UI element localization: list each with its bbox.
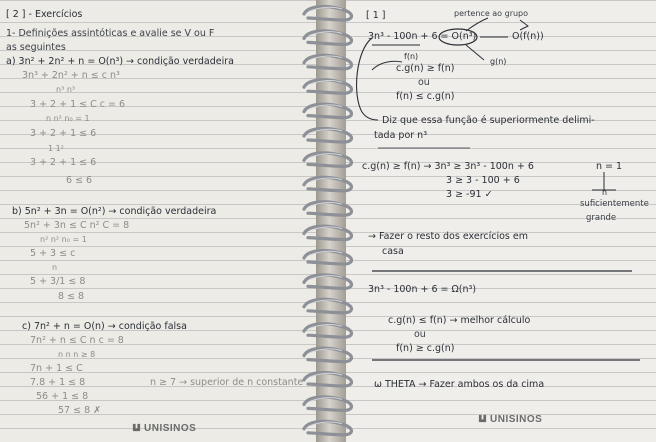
exercise-task-cont: as seguintes bbox=[6, 42, 66, 53]
theta-note: ω THETA → Fazer ambos os da cima bbox=[374, 379, 545, 390]
item-a-line: n³ n³ bbox=[56, 85, 76, 94]
label-fn: f(n) bbox=[404, 52, 419, 61]
label-gn: g(n) bbox=[490, 57, 507, 66]
n-value: n = 1 bbox=[596, 161, 623, 172]
item-c-line: n n n ≥ 8 bbox=[58, 350, 96, 359]
spiral-ring bbox=[304, 80, 352, 93]
spiral-ring bbox=[304, 373, 352, 386]
calc-line: c.g(n) ≥ f(n) → 3n³ ≥ 3n³ - 100n + 6 bbox=[362, 161, 534, 172]
todo-text: → Fazer o resto dos exercícios em bbox=[368, 231, 528, 242]
equation-omega: 3n³ - 100n + 6 = Ω(n³) bbox=[368, 284, 477, 295]
item-b-line: 5 + 3 ≤ c bbox=[30, 248, 76, 259]
item-b-line: 8 ≤ 8 bbox=[58, 291, 85, 302]
unisinos-logo bbox=[478, 414, 542, 425]
item-a-line: 1 1² bbox=[48, 144, 64, 153]
spiral-binding bbox=[300, 0, 360, 442]
spiral-ring bbox=[304, 275, 352, 288]
item-a-line: 3 + 2 + 1 ≤ 6 bbox=[30, 157, 97, 168]
item-b-line: 5 + 3/1 ≤ 8 bbox=[30, 276, 86, 287]
n-label: n bbox=[602, 188, 608, 197]
spiral-ring bbox=[304, 202, 352, 215]
spiral-ring bbox=[304, 421, 352, 434]
left-header: [ 2 ] - Exercícios bbox=[6, 9, 83, 20]
side-note: suficientemente bbox=[580, 199, 649, 209]
logo-text: UNISINOS bbox=[144, 423, 197, 434]
spiral-ring bbox=[304, 31, 352, 44]
logo-text: UNISINOS bbox=[490, 414, 543, 425]
equation-big-o: 3n³ - 100n + 6 = O(n³) bbox=[368, 31, 477, 42]
item-a-line: 3n³ + 2n² + n ≤ c n³ bbox=[22, 70, 120, 81]
item-a-line: n n² n₀ = 1 bbox=[46, 114, 90, 123]
condition-4: f(n) ≥ c.g(n) bbox=[396, 343, 455, 354]
condition-3: c.g(n) ≤ f(n) → melhor cálculo bbox=[388, 315, 531, 326]
says-text-cont: tada por n³ bbox=[374, 130, 428, 141]
item-b-line: n bbox=[52, 263, 58, 272]
spiral-ring bbox=[304, 251, 352, 264]
equation-big-o-tail: O(f(n)) bbox=[512, 31, 544, 42]
left-page bbox=[0, 0, 318, 442]
item-a-title: a) 3n² + 2n² + n = O(n³) → condição verdadeira bbox=[6, 56, 234, 67]
side-note-2: grande bbox=[586, 213, 617, 223]
item-b-line: 5n² + 3n ≤ C n² C = 8 bbox=[24, 220, 130, 231]
spiral-ring bbox=[304, 177, 352, 190]
item-c-line: 7n + 1 ≤ C bbox=[30, 363, 83, 374]
spiral-ring bbox=[304, 7, 352, 20]
item-a-line: 3 + 2 + 1 ≤ 6 bbox=[30, 128, 97, 139]
item-b-line: n² n² n₀ = 1 bbox=[40, 235, 87, 244]
item-a-line: 6 ≤ 6 bbox=[66, 175, 93, 186]
condition-1: c.g(n) ≥ f(n) bbox=[396, 63, 455, 74]
todo-text-cont: casa bbox=[382, 246, 404, 257]
right-header: [ 1 ] bbox=[366, 10, 386, 21]
spiral-ring bbox=[304, 153, 352, 166]
item-c-title: c) 7n² + n = O(n) → condição falsa bbox=[22, 321, 187, 332]
spiral-ring bbox=[304, 129, 352, 142]
calc-line: 3 ≥ -91 ✓ bbox=[446, 189, 493, 200]
right-page bbox=[344, 0, 656, 442]
item-c-note: n ≥ 7 → superior de n constante bbox=[150, 377, 304, 388]
item-c-line: 7n² + n ≤ C n c = 8 bbox=[30, 335, 124, 346]
spiral-ring bbox=[304, 397, 352, 410]
ou-1: ou bbox=[418, 77, 430, 88]
spiral-ring bbox=[304, 226, 352, 239]
unisinos-logo bbox=[132, 423, 196, 434]
top-note: pertence ao grupo bbox=[454, 9, 529, 18]
spiral-ring bbox=[304, 299, 352, 312]
unisinos-mark-icon bbox=[132, 423, 141, 432]
spiral-ring bbox=[304, 55, 352, 68]
exercise-task: 1- Definições assintóticas e avalie se V ou F bbox=[6, 28, 215, 39]
spiral-ring bbox=[304, 348, 352, 361]
unisinos-mark-icon bbox=[478, 414, 487, 423]
calc-line: 3 ≥ 3 - 100 + 6 bbox=[446, 175, 520, 186]
condition-2: f(n) ≤ c.g(n) bbox=[396, 91, 455, 102]
spiral-ring bbox=[304, 324, 352, 337]
ou-2: ou bbox=[414, 329, 426, 340]
says-text: Diz que essa função é superiormente delimi- bbox=[382, 115, 595, 126]
item-c-line: 56 + 1 ≤ 8 bbox=[36, 391, 89, 402]
item-c-line: 57 ≤ 8 ✗ bbox=[58, 405, 102, 416]
item-a-line: 3 + 2 + 1 ≤ C c = 6 bbox=[30, 99, 126, 110]
item-b-title: b) 5n² + 3n = O(n²) → condição verdadeira bbox=[12, 206, 217, 217]
item-c-line: 7.8 + 1 ≤ 8 bbox=[30, 377, 86, 388]
spiral-ring bbox=[304, 104, 352, 117]
